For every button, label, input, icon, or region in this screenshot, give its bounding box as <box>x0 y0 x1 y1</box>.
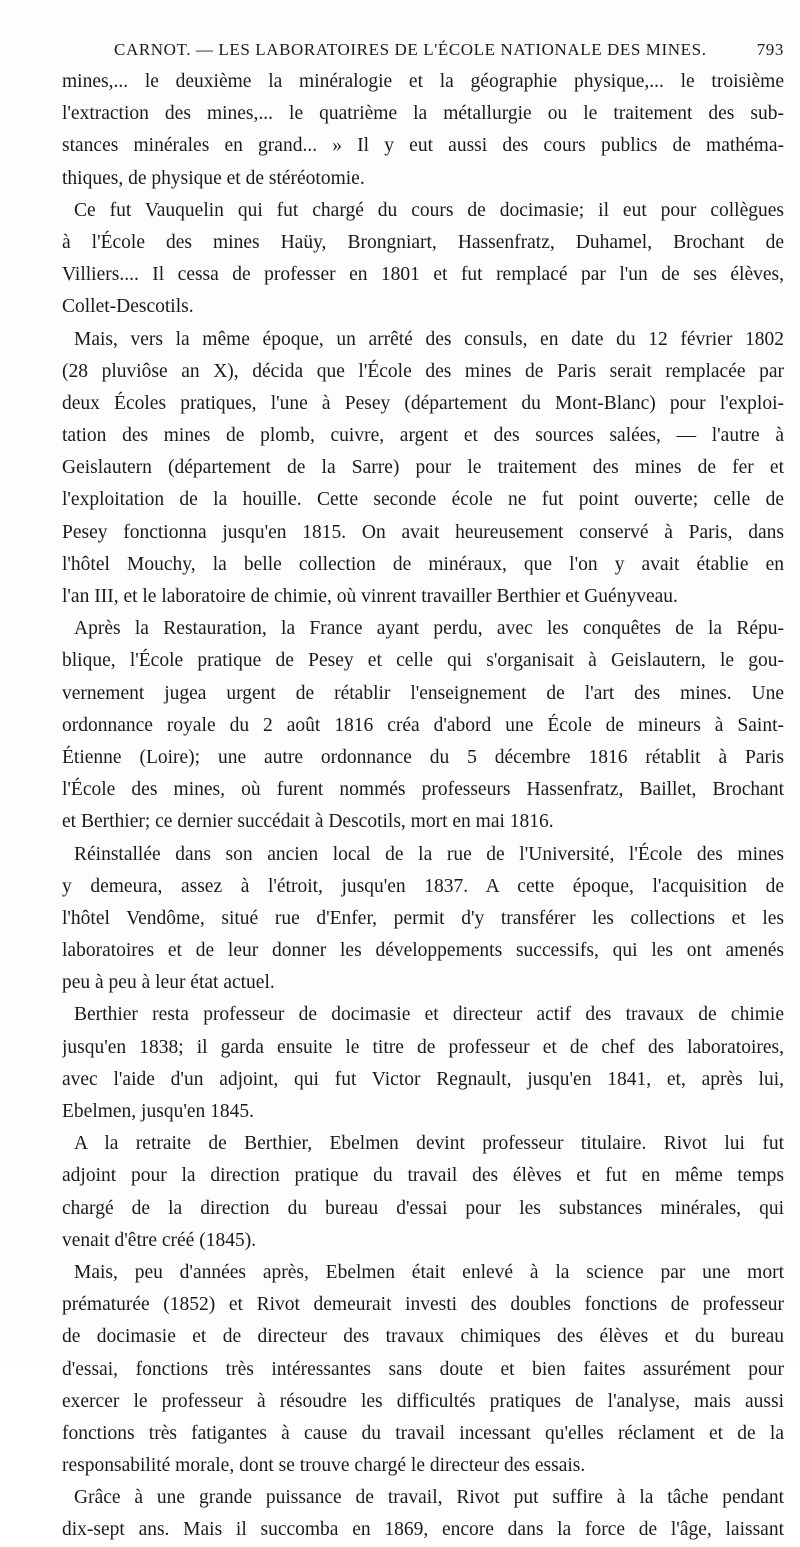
page-number: 793 <box>756 40 784 59</box>
text-line: Collet-Descotils. <box>62 296 194 318</box>
text-line: thiques, de physique et de stéréotomie. <box>62 167 365 189</box>
text-line: tation des mines de plomb, cuivre, argent et des sources salées, — l'autre à <box>62 425 784 447</box>
text-line: Étienne (Loire); une autre ordonnance du 5 décembre 1816 rétablit à Paris <box>62 746 784 768</box>
text-line: Pesey fonctionna jusqu'en 1815. On avait heureusement conservé à Paris, dans <box>62 521 784 543</box>
text-line: ordonnance royale du 2 août 1816 créa d'abord une École de mineurs à Saint- <box>62 714 784 736</box>
text-line: d'essai, fonctions très intéressantes sans doute et bien faites assurément pour <box>62 1358 784 1380</box>
text-line: dix-sept ans. Mais il succomba en 1869, encore dans la force de l'âge, laissant <box>62 1519 784 1541</box>
text-line: laboratoires et de leur donner les développements successifs, qui les ont amenés <box>62 940 784 962</box>
text-line: l'extraction des mines,... le quatrième la métallurgie ou le traitement des sub- <box>62 103 784 125</box>
text-line: Villiers.... Il cessa de professer en 1801 et fut remplacé par l'un de ses élèves, <box>62 264 784 286</box>
text-line: Geislautern (département de la Sarre) pour le traitement des mines de fer et <box>62 457 784 479</box>
text-line: à l'École des mines Haüy, Brongniart, Hassenfratz, Duhamel, Brochant de <box>62 231 784 253</box>
text-line: Grâce à une grande puissance de travail, Rivot put suffire à la tâche pendant <box>74 1487 784 1509</box>
text-line: chargé de la direction du bureau d'essai pour les substances minérales, qui <box>62 1197 784 1219</box>
text-line: l'hôtel Vendôme, situé rue d'Enfer, permit d'y transférer les collections et les <box>62 907 784 929</box>
text-line: fonctions très fatigantes à cause du travail incessant qu'elles réclament et de la <box>62 1422 784 1444</box>
text-line: responsabilité morale, dont se trouve chargé le directeur des essais. <box>62 1455 586 1477</box>
running-head <box>62 36 784 64</box>
text-line: blique, l'École pratique de Pesey et celle qui s'organisait à Geislautern, le gou- <box>62 650 784 672</box>
text-line: l'exploitation de la houille. Cette seconde école ne fut point ouverte; celle de <box>62 489 784 511</box>
text-line: de docimasie et de directeur des travaux chimiques des élèves et du bureau <box>62 1326 784 1348</box>
text-line: peu à peu à leur état actuel. <box>62 972 275 994</box>
running-title: CARNOT. — LES LABORATOIRES DE L'ÉCOLE NATIONALE DES MINES. <box>114 40 707 59</box>
text-line: jusqu'en 1838; il garda ensuite le titre de professeur et de chef des laboratoires, <box>62 1036 784 1058</box>
text-line: venait d'être créé (1845). <box>62 1229 257 1251</box>
text-line: avec l'aide d'un adjoint, qui fut Victor Regnault, jusqu'en 1841, et, après lui, <box>62 1068 784 1090</box>
text-line: exercer le professeur à résoudre les difficultés pratiques de l'analyse, mais aussi <box>62 1390 784 1412</box>
text-line: mines,... le deuxième la minéralogie et la géographie physique,... le troisième <box>62 71 784 92</box>
text-line: vernement jugea urgent de rétablir l'enseignement de l'art des mines. Une <box>62 682 784 704</box>
text-line: Ce fut Vauquelin qui fut chargé du cours de docimasie; il eut pour collègues <box>74 199 784 221</box>
text-line: Mais, vers la même époque, un arrêté des consuls, en date du 12 février 1802 <box>74 328 784 350</box>
text-line: deux Écoles pratiques, l'une à Pesey (département du Mont-Blanc) pour l'exploi- <box>62 392 784 414</box>
text-line: Mais, peu d'années après, Ebelmen était enlevé à la science par une mort <box>74 1261 784 1283</box>
text-line: Réinstallée dans son ancien local de la rue de l'Université, l'École des mines <box>74 843 784 865</box>
text-line: adjoint pour la direction pratique du travail des élèves et fut en même temps <box>62 1165 784 1187</box>
text-line: l'École des mines, où furent nommés professeurs Hassenfratz, Baillet, Brochant <box>62 779 784 801</box>
text-line: Berthier resta professeur de docimasie et directeur actif des travaux de chimie <box>74 1004 784 1026</box>
text-line: l'an III, et le laboratoire de chimie, où vinrent travailler Berthier et Guényveau. <box>62 586 678 607</box>
text-line: l'hôtel Mouchy, la belle collection de minéraux, que l'on y avait établie en <box>62 553 784 575</box>
text-line: Après la Restauration, la France ayant perdu, avec les conquêtes de la Répu- <box>74 618 784 640</box>
text-line: y demeura, assez à l'étroit, jusqu'en 1837. A cette époque, l'acquisition de <box>62 875 784 897</box>
text-line: Ebelmen, jusqu'en 1845. <box>62 1101 254 1122</box>
text-line: (28 pluviôse an X), décida que l'École des mines de Paris serait remplacée par <box>62 360 784 382</box>
text-line: stances minérales en grand... » Il y eut aussi des cours publics de mathéma- <box>62 135 784 157</box>
body-text <box>62 66 784 1547</box>
text-line: A la retraite de Berthier, Ebelmen devint professeur titulaire. Rivot lui fut <box>74 1133 784 1155</box>
text-line: prématurée (1852) et Rivot demeurait investi des doubles fonctions de professeur <box>62 1294 784 1316</box>
text-line: et Berthier; ce dernier succédait à Descotils, mort en mai 1816. <box>62 811 554 833</box>
